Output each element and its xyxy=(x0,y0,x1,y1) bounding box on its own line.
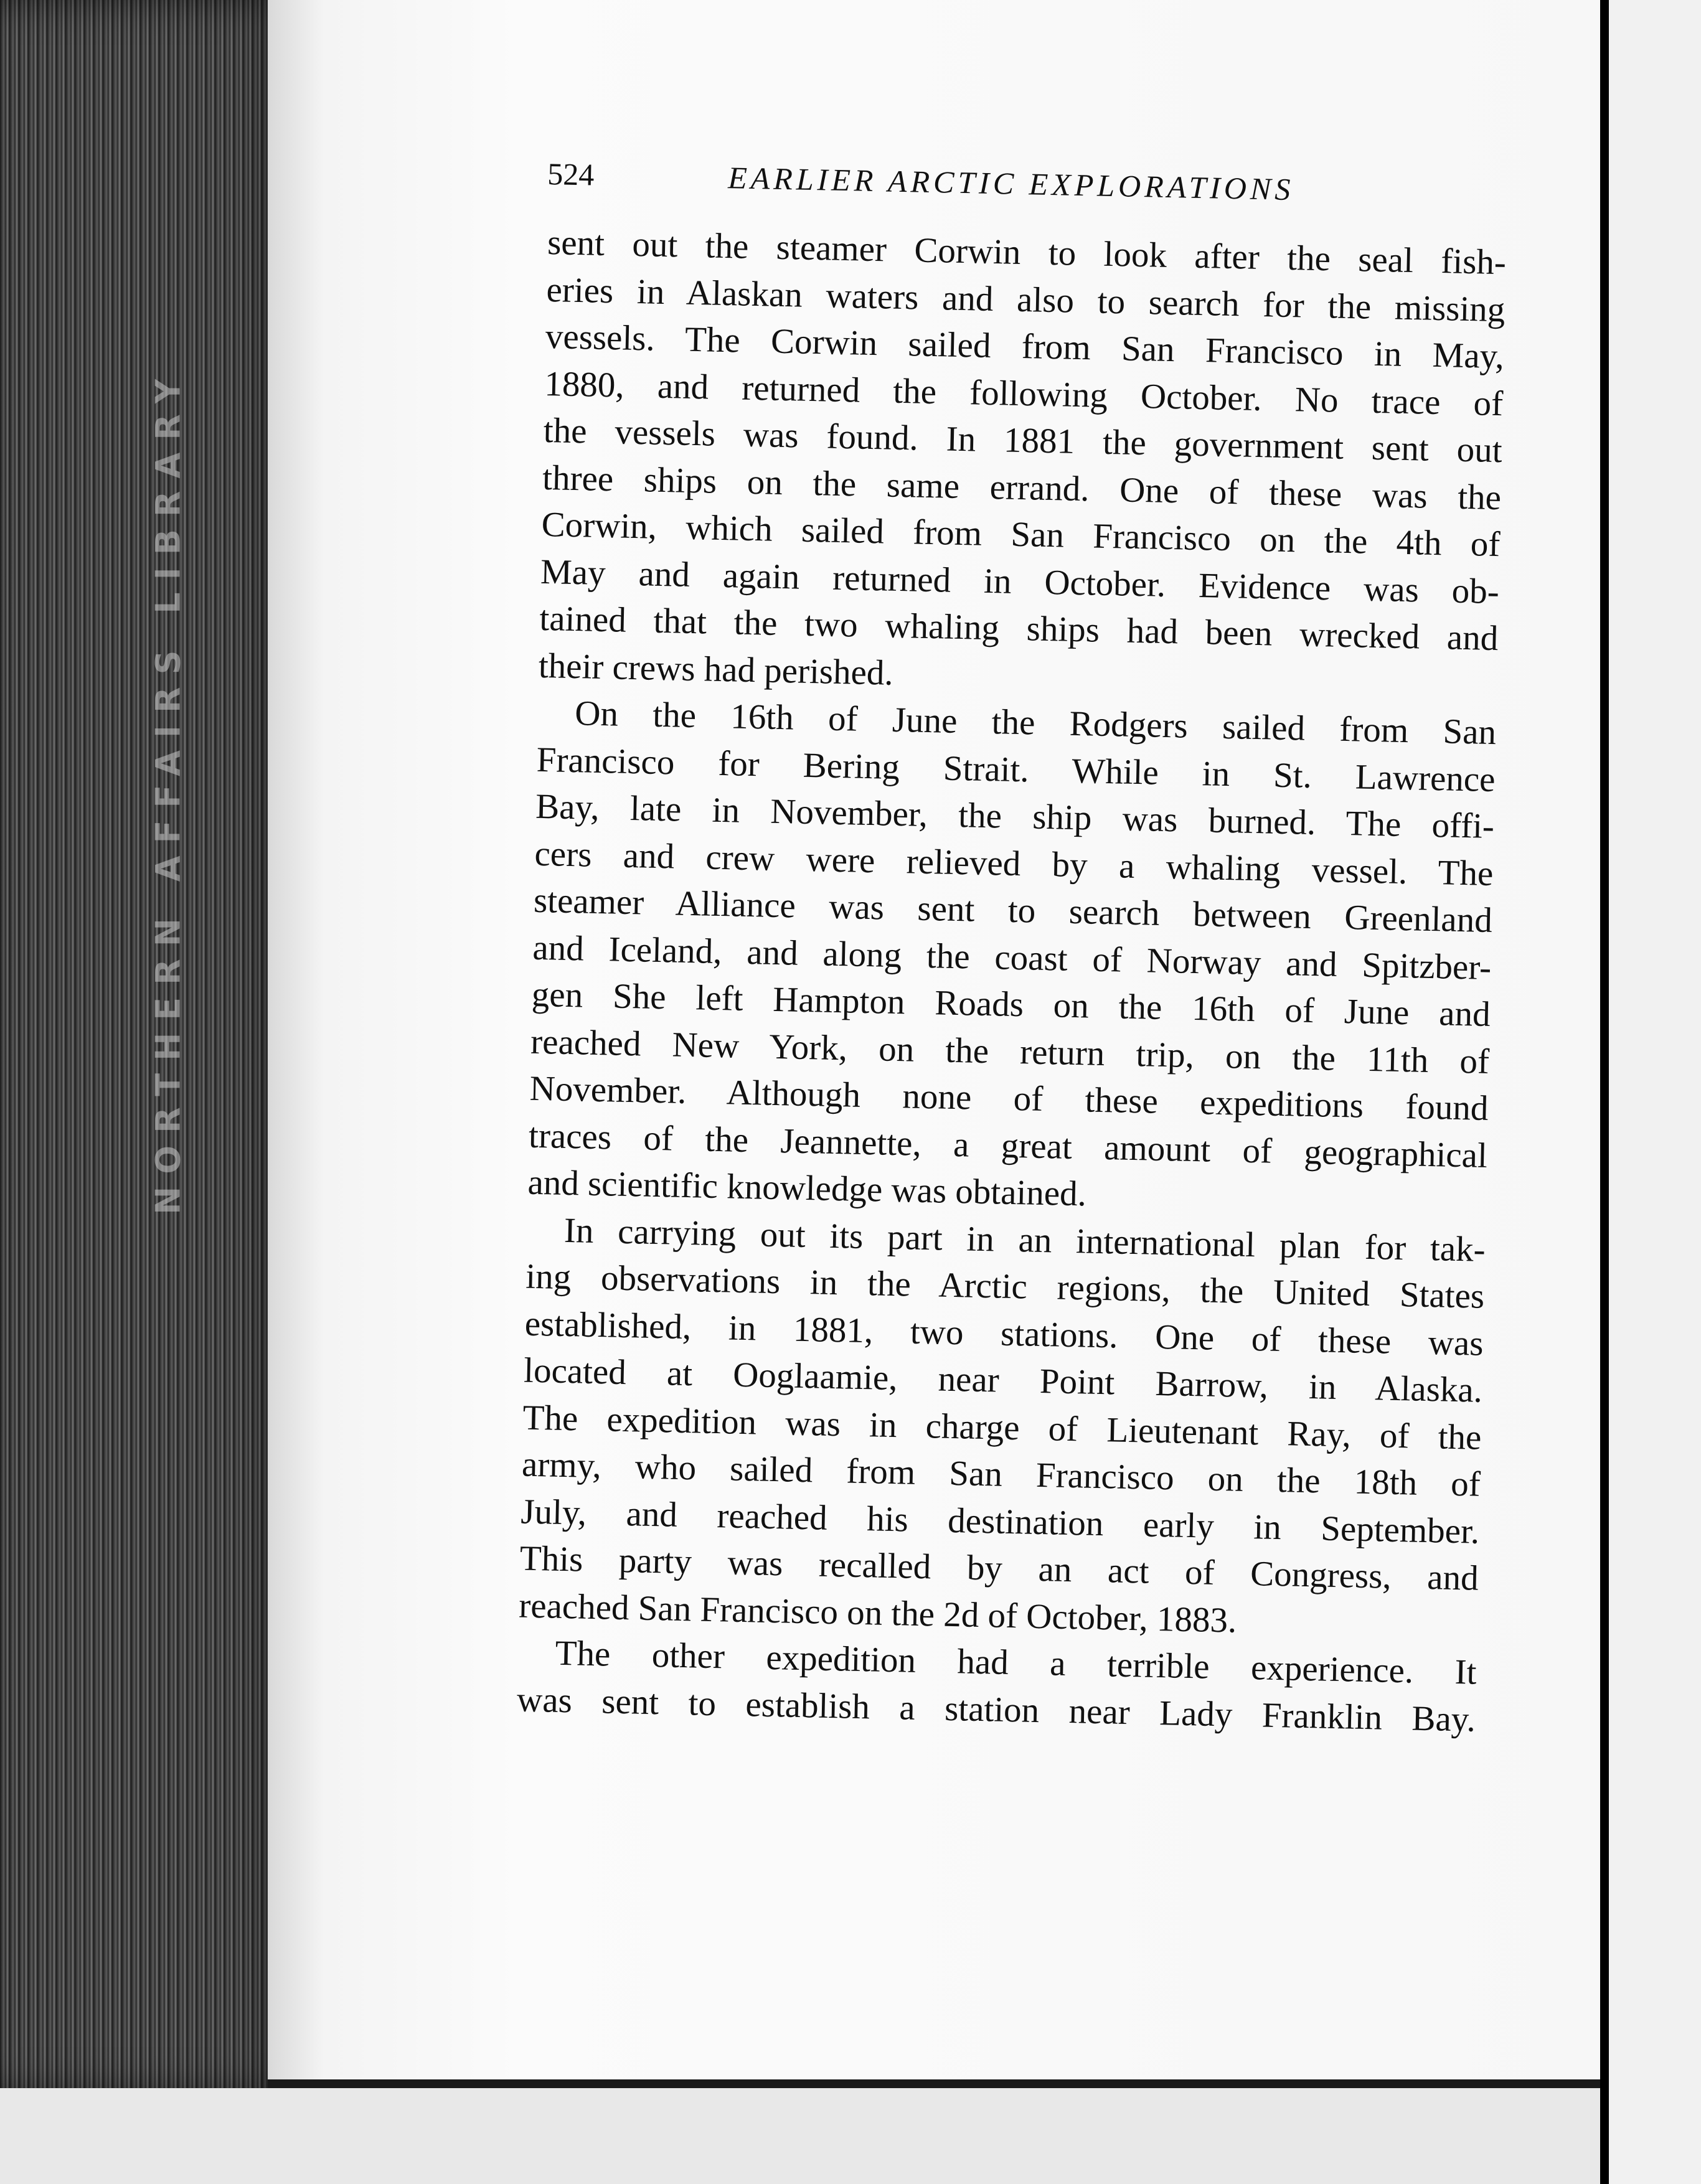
text-line: ing observations in the Arctic regions, the United States xyxy=(525,1256,1485,1316)
body-text xyxy=(516,219,1506,1743)
text-line: Bay, late in November, the ship was burned. The offi- xyxy=(535,786,1495,847)
text-line: and Iceland, and along the coast of Norway and Spitzber- xyxy=(532,928,1492,987)
text-line: Corwin, which sailed from San Francisco on the 4th of xyxy=(541,504,1501,565)
text-line: May and again returned in October. Evidence was ob- xyxy=(540,552,1500,611)
bottom-margin xyxy=(0,2088,1600,2184)
text-line: cers and crew were relieved by a whaling vessel. The xyxy=(534,834,1494,893)
text-line: sent out the steamer Corwin to look after the seal fish- xyxy=(547,222,1507,283)
text-line: This party was recalled by an act of Congress, and xyxy=(519,1538,1479,1598)
text-line: steamer Alliance was sent to search between Greenland xyxy=(533,880,1493,941)
text-line: was sent to establish a station near Lady Franklin Bay. xyxy=(516,1679,1476,1739)
text-line: The expedition was in charge of Lieutenant Ray, of the xyxy=(522,1398,1482,1457)
text-line: located at Ooglaamie, near Point Barrow, in Alaska. xyxy=(523,1350,1483,1410)
text-line: 1880, and returned the following October. No trace of xyxy=(544,364,1504,423)
running-title: EARLIER ARCTIC EXPLORATIONS xyxy=(727,160,1294,207)
page-number: 524 xyxy=(547,156,595,192)
text-line: gen She left Hampton Roads on the 16th of June and xyxy=(531,974,1491,1034)
text-line: In carrying out its part in an international plan for tak- xyxy=(563,1210,1486,1269)
text-line: The other expedition had a terrible experience. It xyxy=(555,1633,1477,1692)
text-line: eries in Alaskan waters and also to search for the missing xyxy=(545,270,1505,329)
adjacent-page-strip xyxy=(1600,0,1701,2184)
text-line: Francisco for Bering Strait. While in St. Lawrence xyxy=(536,740,1496,799)
text-line: reached New York, on the return trip, on the 11th of xyxy=(530,1022,1490,1081)
text-line: established, in 1881, two stations. One of these was xyxy=(524,1304,1484,1363)
text-line: November. Although none of these expeditions found xyxy=(529,1068,1489,1128)
text-line: tained that the two whaling ships had been wrecked and xyxy=(539,598,1499,659)
text-line: army, who sailed from San Francisco on the 18th of xyxy=(521,1444,1481,1504)
text-line: vessels. The Corwin sailed from San Francisco in May, xyxy=(545,316,1505,377)
text-line: reached San Francisco on the 2d of October, 1883. xyxy=(518,1586,1237,1640)
text-line: the vessels was found. In 1881 the government sent out xyxy=(543,410,1503,471)
text-line: and scientific knowledge was obtained. xyxy=(527,1162,1087,1214)
text-line: their crews had perished. xyxy=(538,646,894,693)
book-page-edges xyxy=(0,0,293,2092)
text-line: traces of the Jeannette, a great amount of geographical xyxy=(528,1116,1488,1175)
text-line: three ships on the same errand. One of these was the xyxy=(542,458,1502,517)
spine-title: NORTHERN AFFAIRS LIBRARY xyxy=(148,366,188,1215)
text-line: July, and reached his destination early in September. xyxy=(520,1492,1480,1551)
text-line: On the 16th of June the Rodgers sailed from San xyxy=(574,694,1497,753)
